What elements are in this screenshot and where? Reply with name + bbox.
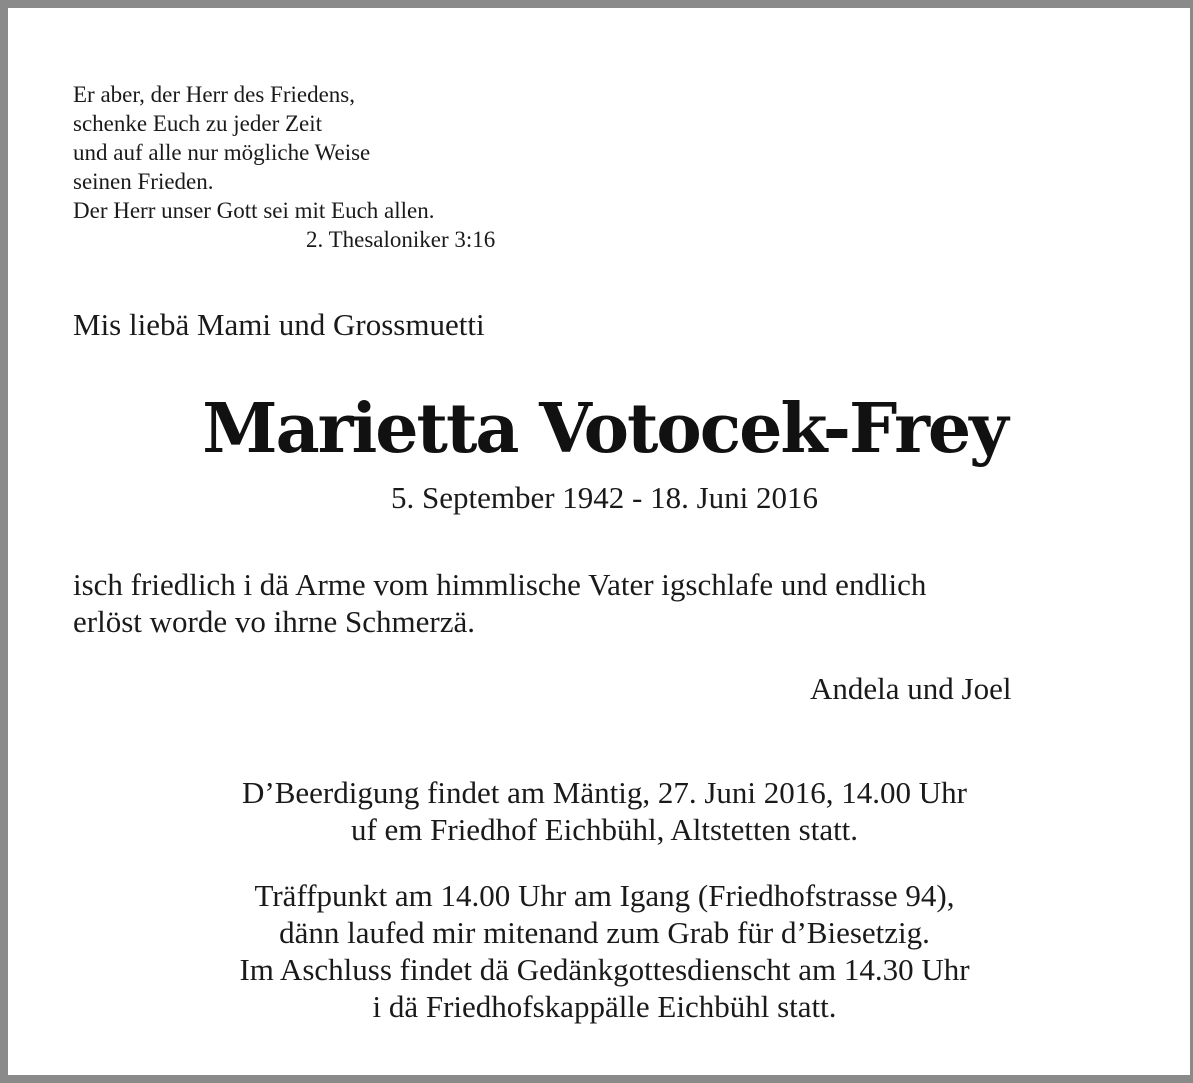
life-dates: 5. September 1942 - 18. Juni 2016	[390, 480, 819, 515]
message-line: isch friedlich i dä Arme vom himmlische Vater igschlafe und endlich	[73, 567, 927, 602]
meeting-line: i dä Friedhofskappälle Eichbühl statt.	[372, 989, 837, 1024]
meeting-line: Träffpunkt am 14.00 Uhr am Igang (Friedhofstrasse 94),	[254, 878, 955, 913]
deceased-name: Marietta Votocek-Frey	[202, 389, 1007, 469]
meeting-line: dänn laufed mir mitenand zum Grab für d’Biesetzig.	[279, 915, 930, 950]
verse-line: schenke Euch zu jeder Zeit	[73, 111, 323, 136]
verse-line: und auf alle nur mögliche Weise	[73, 140, 371, 165]
signature-names: Andela und Joel	[810, 671, 1012, 706]
meeting-line: Im Aschluss findet dä Gedänkgottesdienscht am 14.30 Uhr	[239, 952, 970, 987]
funeral-line: D’Beerdigung findet am Mäntig, 27. Juni 2016, 14.00 Uhr	[242, 775, 967, 810]
message-line: erlöst worde vo ihrne Schmerzä.	[73, 604, 476, 639]
bible-verse	[73, 80, 495, 254]
verse-line: Der Herr unser Gott sei mit Euch allen.	[73, 198, 435, 223]
intro-text: Mis liebä Mami und Grossmuetti	[73, 307, 485, 342]
obituary-message	[73, 566, 926, 640]
funeral-line: uf em Friedhof Eichbühl, Altstetten statt.	[350, 812, 859, 847]
meeting-details	[8, 877, 1193, 1025]
verse-reference: 2. Thesaloniker 3:16	[306, 227, 496, 252]
verse-line: seinen Frieden.	[73, 169, 214, 194]
verse-line: Er aber, der Herr des Friedens,	[73, 82, 355, 107]
funeral-details	[8, 774, 1193, 848]
